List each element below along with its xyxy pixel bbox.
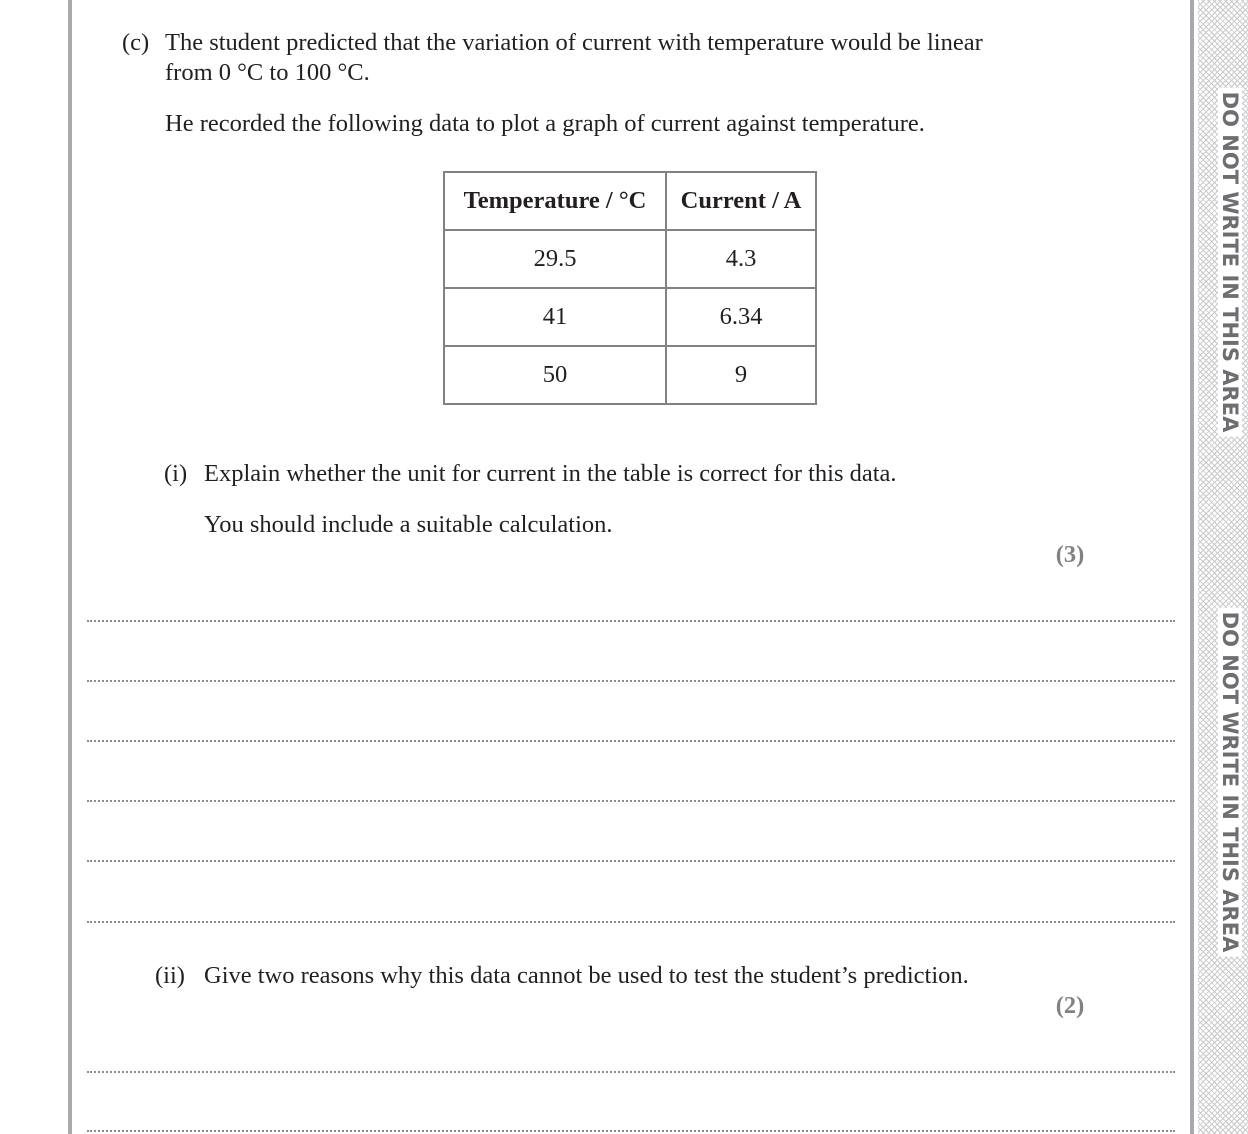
right-margin-rule	[1190, 0, 1194, 1134]
cell-temperature: 50	[444, 346, 666, 404]
answer-line[interactable]	[87, 860, 1175, 862]
answer-line[interactable]	[87, 680, 1175, 682]
do-not-write-warning-top: DO NOT WRITE IN THIS AREA	[1218, 88, 1242, 437]
question-i-marks: (3)	[1055, 541, 1085, 568]
answer-line[interactable]	[87, 1130, 1175, 1132]
question-i-text: Explain whether the unit for current in the table is correct for this data.	[204, 460, 897, 487]
header-temperature: Temperature / °C	[444, 172, 666, 230]
question-i-instruction: You should include a suitable calculation.	[204, 511, 613, 538]
answer-line[interactable]	[87, 740, 1175, 742]
recorded-data-intro: He recorded the following data to plot a graph of current against temperature.	[165, 110, 925, 137]
part-c-prediction-line2: from 0 °C to 100 °C.	[165, 59, 370, 86]
cell-temperature: 41	[444, 288, 666, 346]
question-ii-label: (ii)	[155, 962, 185, 989]
answer-line[interactable]	[87, 921, 1175, 923]
cell-current: 6.34	[666, 288, 816, 346]
answer-line[interactable]	[87, 800, 1175, 802]
cell-temperature: 29.5	[444, 230, 666, 288]
table-header-row	[444, 172, 816, 230]
question-ii-text: Give two reasons why this data cannot be used to test the student’s prediction.	[204, 962, 969, 989]
part-c-label: (c)	[122, 29, 150, 56]
part-c-prediction-line1: The student predicted that the variation of current with temperature would be linear	[165, 29, 983, 56]
cell-current: 4.3	[666, 230, 816, 288]
answer-line[interactable]	[87, 1071, 1175, 1073]
table-row	[444, 288, 816, 346]
table-row	[444, 230, 816, 288]
left-margin-rule	[68, 0, 72, 1134]
question-ii-marks: (2)	[1055, 992, 1085, 1019]
question-i-label: (i)	[164, 460, 188, 487]
do-not-write-warning-bottom: DO NOT WRITE IN THIS AREA	[1218, 608, 1242, 957]
data-table	[443, 171, 817, 405]
table-row	[444, 346, 816, 404]
answer-line[interactable]	[87, 620, 1175, 622]
header-current: Current / A	[666, 172, 816, 230]
cell-current: 9	[666, 346, 816, 404]
